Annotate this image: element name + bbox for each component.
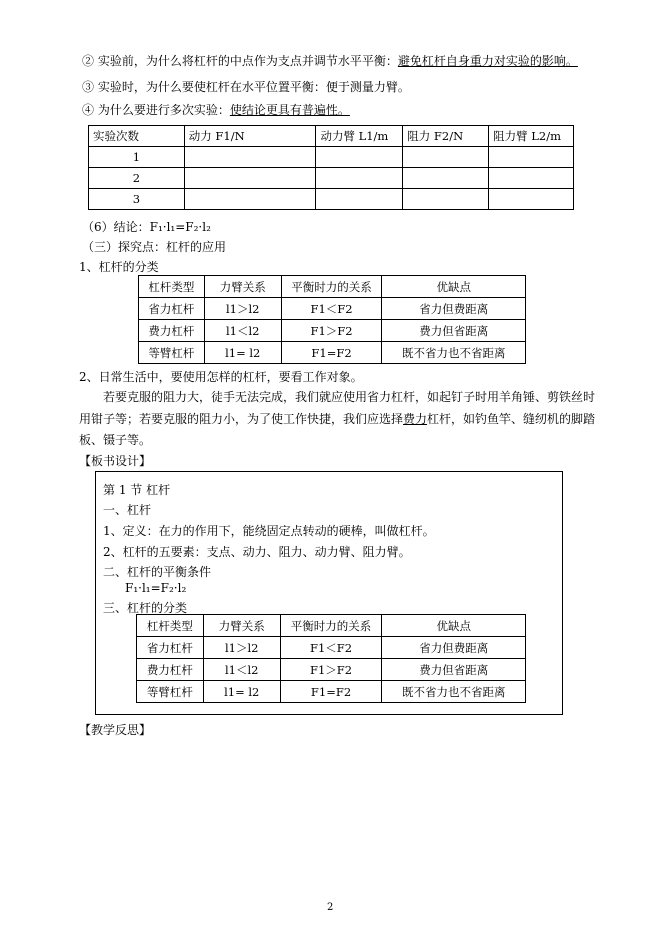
header-cell: 实验次数 [89, 126, 185, 147]
item-heading: 2、日常生活中，要使用怎样的杠杆，要看工作对象。 [79, 370, 363, 384]
header-cell: 动力 F1/N [184, 126, 316, 147]
table-row: 费力杠杆 l1＜l2 F1＞F2 费力但省距离 [139, 320, 526, 342]
table-header-row [89, 126, 574, 147]
header-cell: 杠杆类型 [137, 615, 204, 637]
board-design-heading: 【板书设计】 [79, 454, 152, 468]
table-row [89, 189, 574, 210]
question-line-2 [82, 52, 578, 69]
header-cell: 杠杆类型 [139, 276, 205, 298]
header-cell: 阻力臂 L2/m [489, 126, 574, 147]
header-cell: 阻力 F2/N [403, 126, 489, 147]
board-line: 三、杠杆的分类 [103, 601, 188, 615]
table-header-row [139, 276, 526, 298]
table-row: 等臂杠杆 l1= l2 F1=F2 既不省力也不省距离 [139, 342, 526, 364]
question-line-4 [82, 101, 350, 118]
question-text: 实验前，为什么将杠杆的中点作为支点并调节水平平衡： [97, 54, 398, 68]
header-cell: 平衡时力的关系 [280, 615, 382, 637]
marker: ③ [82, 80, 95, 94]
table-row [89, 168, 574, 189]
paragraph-line: 板、镊子等。 [79, 433, 152, 447]
board-title: 第 1 节 杠杆 [103, 483, 171, 497]
table-header-row [137, 615, 526, 637]
paragraph-line: 用钳子等；若要克服的阻力小，为了使工作快捷，我们应选择费力杠杆，如钓鱼竿、缝纫机的脚踏 [79, 412, 596, 426]
board-line: 2、杠杆的五要素：支点、动力、阻力、动力臂、阻力臂。 [103, 545, 411, 559]
board-line: 二、杠杆的平衡条件 [103, 565, 212, 579]
experiment-table [88, 125, 574, 210]
reflection-heading: 【教学反思】 [79, 723, 152, 737]
question-text: 为什么要进行多次实验： [97, 103, 230, 117]
answer-text: 使结论更具有普遍性。 [229, 103, 350, 117]
marker: ② [82, 54, 95, 68]
board-formula: F₁·l₁=F₂·l₂ [125, 581, 187, 595]
item-heading: 1、杠杆的分类 [79, 260, 159, 274]
section-heading: （三）探究点：杠杆的应用 [82, 240, 227, 254]
answer-text: 便于测量力臂。 [325, 80, 410, 94]
question-line-3 [82, 78, 410, 95]
underlined-answer: 费力 [403, 412, 428, 426]
header-cell: 力臂关系 [204, 276, 281, 298]
table-row: 等臂杠杆 l1= l2 F1=F2 既不省力也不省距离 [137, 681, 526, 703]
board-line: 1、定义：在力的作用下，能绕固定点转动的硬棒，叫做杠杆。 [103, 524, 435, 538]
paragraph-line: 若要克服的阻力大，徒手无法完成，我们就应使用省力杠杆，如起钉子时用羊角锤、剪铁丝时 [103, 390, 596, 404]
conclusion: （6）结论：F₁·l₁=F₂·l₂ [82, 220, 211, 234]
marker: ④ [82, 103, 95, 117]
board-lever-class-table [136, 614, 526, 703]
table-row: 费力杠杆 l1＜l2 F1＞F2 费力但省距离 [137, 659, 526, 681]
table-row: 省力杠杆 l1＞l2 F1＜F2 省力但费距离 [139, 298, 526, 320]
header-cell: 力臂关系 [203, 615, 280, 637]
board-line: 一、杠杆 [103, 503, 152, 517]
trial-number: 2 [89, 168, 185, 189]
page-number: 2 [327, 902, 334, 913]
header-cell: 平衡时力的关系 [281, 276, 382, 298]
table-row: 省力杠杆 l1＞l2 F1＜F2 省力但费距离 [137, 637, 526, 659]
header-cell: 优缺点 [382, 276, 526, 298]
header-cell: 动力臂 L1/m [316, 126, 403, 147]
trial-number: 3 [89, 189, 185, 210]
table-row [89, 147, 574, 168]
question-text: 实验时，为什么要使杠杆在水平位置平衡： [97, 80, 326, 94]
lever-class-table [138, 275, 526, 364]
trial-number: 1 [89, 147, 185, 168]
answer-text: 避免杠杆自身重力对实验的影响。 [397, 54, 578, 68]
header-cell: 优缺点 [382, 615, 526, 637]
